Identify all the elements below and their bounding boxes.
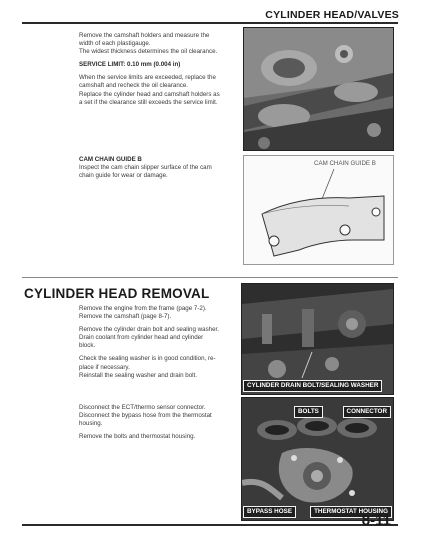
text-line: Remove the camshaft (page 8-7). [79, 313, 172, 321]
caption-bypass-hose: BYPASS HOSE [243, 506, 296, 518]
caption-thermostat-housing: THERMOSTAT HOUSING [310, 506, 392, 518]
caption-connector: CONNECTOR [343, 406, 391, 418]
text-line: housing. [79, 420, 103, 428]
text-line: camshaft and recheck the oil clearance. [79, 82, 189, 90]
section-title: CYLINDER HEAD REMOVAL [24, 286, 210, 301]
text-line: block. [79, 342, 96, 350]
subheading: CAM CHAIN GUIDE B [79, 156, 142, 163]
text-line: Disconnect the bypass hose from the thermostat [79, 412, 212, 420]
section-rule [22, 277, 398, 278]
header-rule [22, 22, 398, 24]
camshaft-illustration [244, 28, 393, 150]
footer-rule [22, 524, 398, 526]
text-line: Remove the camshaft holders and measure the [79, 32, 210, 39]
text-line: a set if the clearance still exceeds the service limit. [79, 98, 218, 106]
text-line: Remove the cylinder drain bolt and sealing washer. [79, 326, 219, 334]
text-line: Drain coolant from cylinder head and cylinder [79, 334, 204, 342]
photo-caption: CYLINDER DRAIN BOLT/SEALING WASHER [243, 380, 382, 392]
guide-drawing [244, 156, 393, 264]
text-line: place if necessary. [79, 363, 130, 371]
text-line: Reinstall the sealing washer and drain bolt. [79, 371, 197, 379]
camshaft-clearance-text [79, 32, 241, 107]
service-limit: SERVICE LIMIT: 0.10 mm (0.004 in) [79, 61, 181, 69]
text-line: width of each plastigauge. [79, 40, 151, 48]
removal-steps-text [79, 305, 241, 380]
thermostat-steps-text [79, 404, 241, 441]
cam-chain-guide-figure [243, 155, 394, 265]
drain-bolt-illustration [242, 284, 393, 394]
text-line: Inspect the cam chain slipper surface of the cam [79, 164, 212, 172]
thermostat-photo [241, 397, 394, 521]
page-number: 8-11 [361, 512, 391, 529]
text-line: Remove the bolts and thermostat housing. [79, 433, 196, 441]
text-line: Check the sealing washer is in good condition, re- [79, 355, 216, 363]
figure-label: CAM CHAIN GUIDE B [314, 160, 376, 167]
drain-bolt-photo [241, 283, 394, 395]
camshaft-photo [243, 27, 394, 151]
cam-chain-guide-text [79, 156, 241, 180]
text-line: Remove the engine from the frame (page 7-2). [79, 305, 207, 312]
caption-bolts: BOLTS [294, 406, 323, 418]
text-line: chain guide for wear or damage. [79, 172, 168, 180]
text-line: The widest thickness determines the oil clearance. [79, 48, 218, 56]
text-line: Replace the cylinder head and camshaft holders as [79, 90, 220, 98]
running-head: CYLINDER HEAD/VALVES [265, 9, 399, 21]
text-line: When the service limits are exceeded, replace the [79, 74, 216, 82]
text-line: Disconnect the ECT/thermo sensor connector. [79, 404, 206, 411]
